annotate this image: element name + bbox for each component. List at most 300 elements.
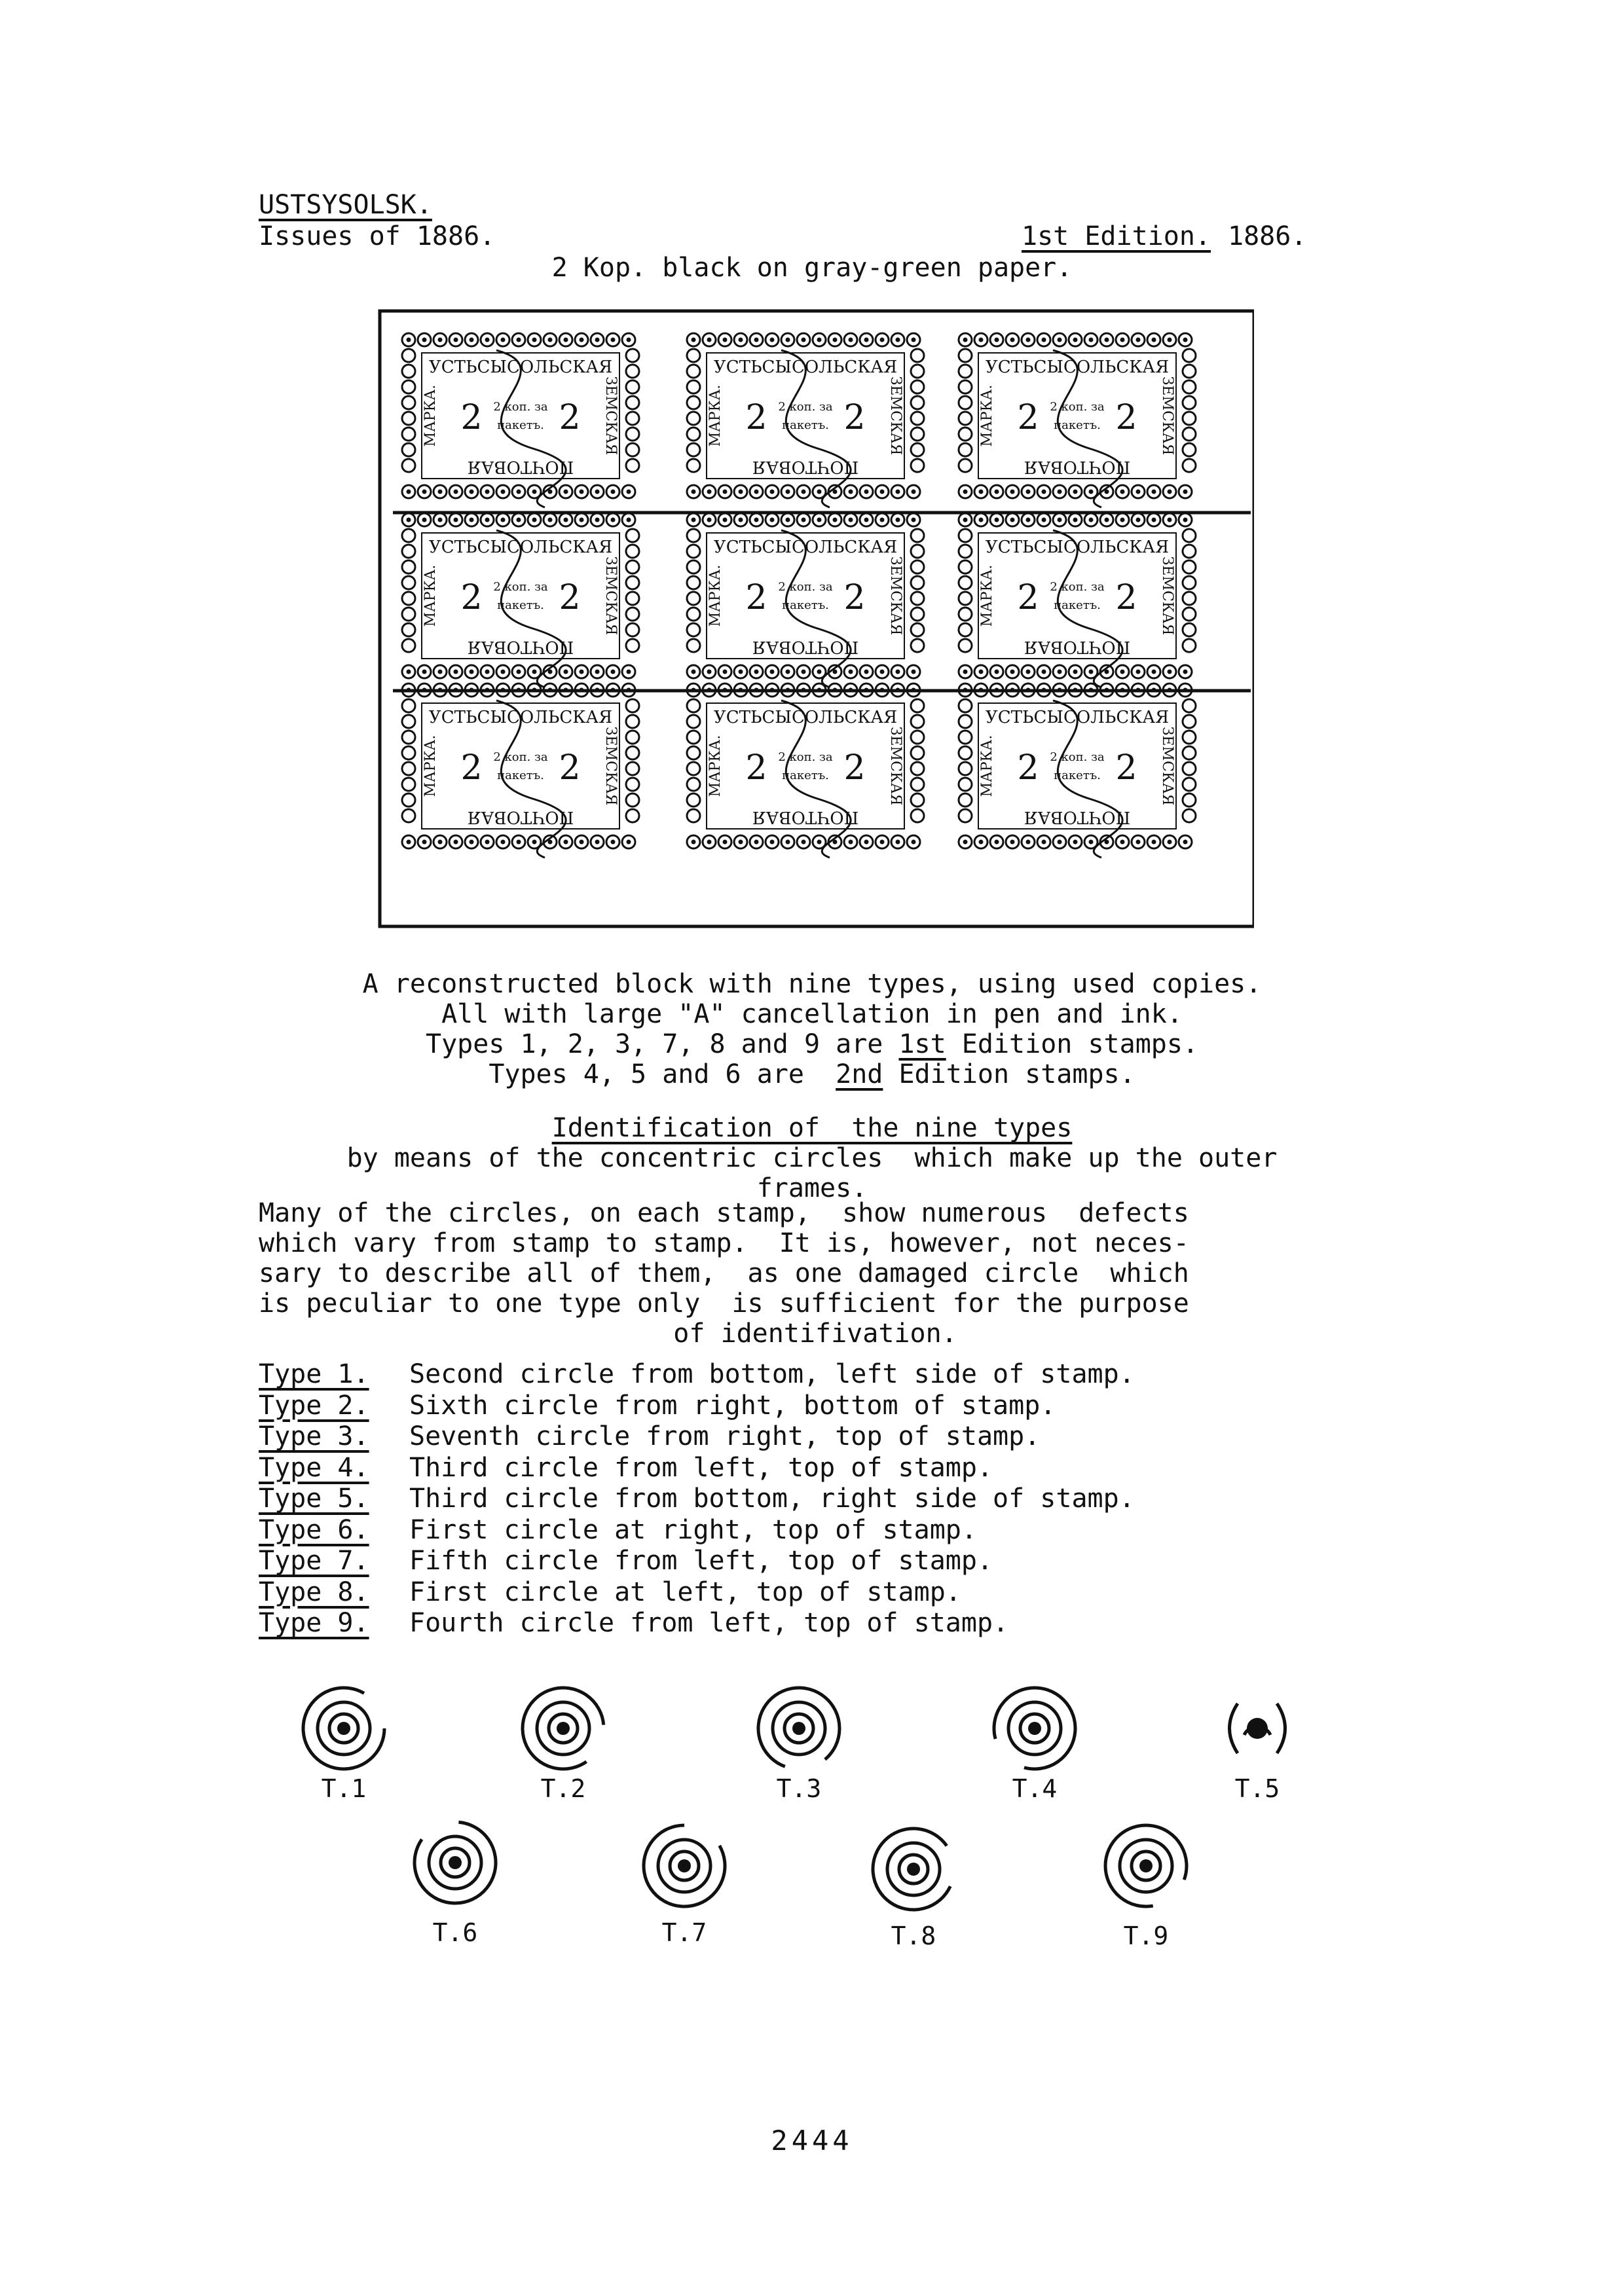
stamp-type-6 — [959, 513, 1196, 687]
circle-diagram-type-1 — [303, 1688, 384, 1803]
identification-section — [0, 1113, 1624, 1203]
frame-circle-dot — [739, 490, 743, 494]
frame-circle-dot — [1073, 490, 1078, 494]
type-label: Type 2. — [259, 1390, 369, 1421]
frame-circle-dot — [454, 490, 458, 494]
frame-circle — [626, 623, 639, 636]
frame-circle — [911, 396, 924, 409]
para-line-1: Many of the circles, on each stamp, show numerous defects — [259, 1198, 1189, 1228]
type-row — [259, 1453, 1135, 1484]
frame-circle-dot — [786, 670, 790, 674]
frame-circle-dot — [707, 490, 712, 494]
type-label: Type 3. — [259, 1421, 369, 1451]
frame-circle — [911, 608, 924, 621]
frame-circle-dot — [438, 688, 443, 693]
frame-circle — [687, 639, 700, 652]
frame-circle-dot — [627, 338, 631, 342]
frame-circle — [911, 592, 924, 605]
frame-circle — [959, 443, 972, 456]
circle-diagram-type-3 — [758, 1688, 840, 1803]
frame-circle — [959, 412, 972, 425]
frame-circle-dot — [422, 688, 427, 693]
center-dot — [449, 1856, 462, 1869]
frame-circle — [959, 349, 972, 362]
frame-circle-dot — [692, 490, 696, 494]
frame-circle-dot — [548, 688, 553, 693]
frame-circle — [402, 639, 415, 652]
frame-circle-dot — [1026, 670, 1031, 674]
frame-circle-dot — [1168, 518, 1172, 522]
type-row — [259, 1577, 1135, 1609]
frame-circle — [911, 731, 924, 744]
frame-circle — [626, 443, 639, 456]
para-line-2: which vary from stamp to stamp. It is, however, not neces- — [259, 1228, 1189, 1258]
frame-circle — [959, 809, 972, 822]
frame-circle-dot — [739, 840, 743, 845]
frame-circle-dot — [1058, 688, 1062, 693]
frame-circle — [626, 396, 639, 409]
frame-circle-dot — [1073, 338, 1078, 342]
stamp-value-right: 2 — [1115, 748, 1137, 788]
type-label: Type 6. — [259, 1514, 369, 1545]
frame-circle — [687, 576, 700, 589]
frame-circle — [1183, 608, 1196, 621]
stamp-center-line-2: пакетъ. — [1054, 418, 1101, 432]
stamp-left-text: МАРКА. — [422, 564, 439, 627]
type-row — [259, 1515, 1135, 1546]
frame-circle — [911, 529, 924, 542]
frame-circle-dot — [849, 688, 853, 693]
frame-circle-dot — [470, 840, 474, 845]
frame-circle-dot — [438, 490, 443, 494]
stamp-center-line-1: 2 коп. за — [1050, 400, 1105, 414]
frame-circle-dot — [1183, 840, 1188, 845]
center-dot — [907, 1863, 920, 1876]
frame-circle-dot — [1183, 688, 1188, 693]
frame-circle — [959, 545, 972, 558]
frame-circle — [911, 746, 924, 759]
frame-circle-dot — [1183, 518, 1188, 522]
center-dot — [678, 1859, 691, 1872]
frame-circle-dot — [912, 490, 916, 494]
frame-circle-dot — [1026, 840, 1031, 845]
frame-circle-dot — [1089, 490, 1094, 494]
frame-circle-dot — [517, 518, 521, 522]
frame-circle — [687, 809, 700, 822]
frame-circle-dot — [1168, 338, 1172, 342]
frame-circle-dot — [1120, 840, 1125, 845]
frame-circle-dot — [692, 518, 696, 522]
frame-circle-dot — [1152, 688, 1156, 693]
frame-circle-dot — [407, 840, 411, 845]
frame-circle — [687, 793, 700, 807]
frame-circle — [626, 715, 639, 728]
stamp-left-text: МАРКА. — [707, 384, 724, 447]
frame-circle — [626, 380, 639, 393]
frame-circle-dot — [979, 670, 984, 674]
frame-circle — [402, 576, 415, 589]
stamp-bottom-text: ПОЧТОВАЯ — [1024, 637, 1131, 657]
frame-circle — [959, 699, 972, 712]
frame-circle-dot — [1183, 670, 1188, 674]
stamp-value-left: 2 — [460, 748, 483, 788]
frame-circle — [626, 576, 639, 589]
frame-circle-dot — [896, 840, 900, 845]
frame-circle-dot — [770, 688, 775, 693]
frame-circle-dot — [532, 670, 537, 674]
stamp-top-text: УСТЬСЫСОЛЬСКАЯ — [428, 708, 613, 727]
stamp-value-left: 2 — [1017, 398, 1039, 437]
frame-circle — [1183, 623, 1196, 636]
frame-circle-dot — [422, 840, 427, 845]
frame-circle-dot — [611, 840, 616, 845]
circle-diagram-type-2 — [523, 1688, 604, 1803]
frame-circle-dot — [849, 338, 853, 342]
stamp-bottom-text: ПОЧТОВАЯ — [752, 457, 859, 477]
frame-circle-dot — [485, 670, 490, 674]
frame-circle-dot — [407, 518, 411, 522]
frame-circle-dot — [407, 338, 411, 342]
frame-circle — [911, 560, 924, 574]
stamp-value-right: 2 — [559, 748, 581, 788]
frame-circle-dot — [1073, 670, 1078, 674]
frame-circle-dot — [880, 670, 885, 674]
frame-circle — [959, 380, 972, 393]
frame-circle — [959, 778, 972, 791]
frame-circle-dot — [849, 840, 853, 845]
frame-circle-dot — [470, 518, 474, 522]
frame-circle-dot — [754, 490, 759, 494]
stamp-type-9 — [959, 683, 1196, 858]
stamp-bottom-text: ПОЧТОВАЯ — [752, 807, 859, 827]
frame-circle — [959, 428, 972, 441]
type-row — [259, 1608, 1135, 1639]
type-row — [259, 1546, 1135, 1577]
frame-circle-dot — [580, 670, 584, 674]
circle-label: T.4 — [1012, 1774, 1058, 1803]
frame-circle-dot — [1168, 670, 1172, 674]
frame-circle-dot — [627, 518, 631, 522]
frame-circle-dot — [979, 688, 984, 693]
frame-circle — [1183, 349, 1196, 362]
stamp-right-text: ЗЕМСКАЯ — [602, 376, 619, 456]
frame-circle-dot — [739, 688, 743, 693]
frame-circle — [1183, 809, 1196, 822]
types-list — [259, 1359, 1135, 1639]
frame-circle — [626, 349, 639, 362]
stamp-center-line-2: пакетъ. — [1054, 598, 1101, 612]
frame-circle — [626, 545, 639, 558]
frame-circle-dot — [1152, 518, 1156, 522]
frame-circle-dot — [995, 840, 999, 845]
frame-circle-dot — [454, 338, 458, 342]
frame-circle-dot — [1168, 840, 1172, 845]
frame-circle-dot — [995, 490, 999, 494]
frame-circle-dot — [849, 518, 853, 522]
frame-circle — [1183, 576, 1196, 589]
stamp-right-text: ЗЕМСКАЯ — [1159, 556, 1175, 636]
edition-year: 1886. — [1227, 221, 1307, 251]
frame-circle — [911, 443, 924, 456]
frame-circle — [911, 545, 924, 558]
frame-circle-dot — [422, 670, 427, 674]
type-description: Sixth circle from right, bottom of stamp. — [409, 1390, 1056, 1421]
frame-circle-dot — [485, 490, 490, 494]
frame-circle — [911, 459, 924, 472]
frame-circle — [687, 396, 700, 409]
place-heading: USTSYSOLSK. — [259, 190, 432, 220]
frame-circle — [402, 592, 415, 605]
frame-circle-dot — [739, 518, 743, 522]
frame-circle — [626, 365, 639, 378]
frame-circle — [959, 608, 972, 621]
frame-circle-dot — [470, 490, 474, 494]
frame-circle-dot — [1152, 490, 1156, 494]
frame-circle-dot — [786, 518, 790, 522]
frame-circle — [911, 349, 924, 362]
frame-circle — [687, 349, 700, 362]
frame-circle-dot — [1136, 840, 1141, 845]
stamp-top-text: УСТЬСЫСОЛЬСКАЯ — [428, 357, 613, 377]
stamp-right-text: ЗЕМСКАЯ — [602, 556, 619, 636]
frame-circle-dot — [692, 840, 696, 845]
frame-circle-dot — [532, 688, 537, 693]
frame-circle-dot — [564, 670, 568, 674]
stamp-left-text: МАРКА. — [422, 735, 439, 797]
stamp-center-line-2: пакетъ. — [497, 418, 544, 432]
frame-circle — [402, 608, 415, 621]
circle-diagram-type-4 — [994, 1688, 1075, 1803]
frame-circle-dot — [1105, 338, 1109, 342]
stamp-left-text: МАРКА. — [979, 384, 995, 447]
frame-circle-dot — [802, 490, 806, 494]
frame-circle-dot — [817, 688, 822, 693]
frame-circle-dot — [1183, 490, 1188, 494]
frame-circle-dot — [1089, 688, 1094, 693]
frame-circle-dot — [1089, 518, 1094, 522]
frame-circle-dot — [627, 688, 631, 693]
circle-diagrams — [259, 1676, 1385, 2043]
stamp-value-right: 2 — [843, 748, 866, 788]
frame-circle — [402, 545, 415, 558]
frame-circle-dot — [595, 518, 600, 522]
frame-circle-dot — [1042, 490, 1046, 494]
frame-circle-dot — [770, 518, 775, 522]
frame-circle-dot — [963, 518, 968, 522]
stamp-type-5 — [687, 513, 924, 687]
stamp-right-text: ЗЕМСКАЯ — [887, 376, 904, 456]
frame-circle-dot — [422, 518, 427, 522]
frame-circle — [959, 793, 972, 807]
stamp-left-text: МАРКА. — [707, 735, 724, 797]
frame-circle — [687, 412, 700, 425]
caption-line-1: A reconstructed block with nine types, using used copies. — [362, 969, 1262, 999]
frame-circle-dot — [1183, 338, 1188, 342]
frame-circle — [959, 459, 972, 472]
stamp-center-line-2: пакетъ. — [497, 598, 544, 612]
frame-circle — [1183, 560, 1196, 574]
type-description: First circle at left, top of stamp. — [409, 1576, 961, 1607]
frame-circle — [1183, 731, 1196, 744]
frame-circle-dot — [595, 490, 600, 494]
frame-circle-dot — [564, 688, 568, 693]
center-dot — [792, 1722, 805, 1735]
caption-line-3: Types 1, 2, 3, 7, 8 and 9 are 1st Edition stamps. — [425, 1029, 1199, 1059]
frame-circle — [911, 623, 924, 636]
subtitle: 2 Kop. black on gray-green paper. — [551, 253, 1073, 283]
frame-circle-dot — [1042, 338, 1046, 342]
stamp-center-line-2: пакетъ. — [1054, 769, 1101, 782]
stamp-type-8 — [687, 683, 924, 858]
frame-circle-dot — [1120, 688, 1125, 693]
stamp-type-1 — [402, 333, 639, 507]
frame-circle-dot — [611, 670, 616, 674]
frame-circle — [959, 715, 972, 728]
frame-circle-dot — [1073, 840, 1078, 845]
frame-circle-dot — [454, 518, 458, 522]
frame-circle-dot — [517, 840, 521, 845]
frame-circle-dot — [707, 518, 712, 522]
stamp-top-text: УСТЬСЫСОЛЬСКАЯ — [985, 357, 1170, 377]
frame-circle — [959, 639, 972, 652]
broken-ring-arc — [1230, 1704, 1238, 1753]
stamp-right-text: ЗЕМСКАЯ — [887, 726, 904, 806]
frame-circle-dot — [438, 518, 443, 522]
stamp-center-line-1: 2 коп. за — [493, 400, 548, 414]
frame-circle — [959, 529, 972, 542]
frame-circle — [402, 380, 415, 393]
frame-circle-dot — [532, 490, 537, 494]
frame-circle-dot — [627, 840, 631, 845]
frame-circle-dot — [407, 490, 411, 494]
frame-circle — [626, 778, 639, 791]
stamp-bottom-text: ПОЧТОВАЯ — [1024, 457, 1131, 477]
stamp-center-line-1: 2 коп. за — [778, 580, 833, 594]
frame-circle — [687, 623, 700, 636]
frame-circle — [911, 809, 924, 822]
frame-circle-dot — [548, 518, 553, 522]
frame-circle — [626, 809, 639, 822]
frame-circle — [959, 746, 972, 759]
frame-circle-dot — [1089, 338, 1094, 342]
frame-circle — [1183, 459, 1196, 472]
frame-circle-dot — [692, 688, 696, 693]
frame-circle — [687, 560, 700, 574]
frame-circle — [687, 762, 700, 775]
circle-label: T.1 — [321, 1774, 367, 1803]
frame-circle — [1183, 412, 1196, 425]
frame-circle-dot — [1073, 688, 1078, 693]
frame-circle-dot — [770, 840, 775, 845]
stamp-value-left: 2 — [745, 398, 767, 437]
frame-circle — [402, 809, 415, 822]
frame-circle — [687, 428, 700, 441]
center-dot — [1028, 1722, 1041, 1735]
frame-circle-dot — [438, 840, 443, 845]
frame-circle-dot — [627, 670, 631, 674]
frame-circle-dot — [517, 338, 521, 342]
frame-circle-dot — [485, 840, 490, 845]
frame-circle-dot — [833, 688, 838, 693]
frame-circle-dot — [1010, 688, 1015, 693]
frame-circle — [1183, 639, 1196, 652]
frame-circle-dot — [1042, 840, 1046, 845]
frame-circle — [626, 608, 639, 621]
center-dot — [557, 1722, 570, 1735]
type-description: Fourth circle from left, top of stamp. — [409, 1608, 1009, 1638]
frame-circle — [626, 746, 639, 759]
frame-circle-dot — [517, 490, 521, 494]
frame-circle — [626, 412, 639, 425]
type-description: Second circle from bottom, left side of stamp. — [409, 1359, 1135, 1389]
frame-circle-dot — [595, 688, 600, 693]
frame-circle-dot — [817, 840, 822, 845]
frame-circle — [1183, 380, 1196, 393]
frame-circle — [626, 793, 639, 807]
frame-circle-dot — [963, 840, 968, 845]
frame-circle-dot — [1042, 688, 1046, 693]
frame-circle-dot — [912, 688, 916, 693]
stamp-left-text: МАРКА. — [422, 384, 439, 447]
frame-circle-dot — [817, 490, 822, 494]
frame-circle-dot — [501, 840, 506, 845]
page-number: 2444 — [771, 2124, 853, 2157]
frame-circle-dot — [485, 518, 490, 522]
frame-circle-dot — [754, 518, 759, 522]
frame-circle-dot — [1136, 688, 1141, 693]
frame-circle-dot — [979, 490, 984, 494]
frame-circle-dot — [580, 518, 584, 522]
frame-circle — [1183, 396, 1196, 409]
frame-circle-dot — [802, 338, 806, 342]
frame-circle-dot — [611, 518, 616, 522]
stamp-center-line-2: пакетъ. — [782, 769, 829, 782]
frame-circle — [402, 459, 415, 472]
caption-line-2: All with large "A" cancellation in pen and ink. — [441, 999, 1183, 1029]
frame-circle — [1183, 592, 1196, 605]
frame-circle — [402, 699, 415, 712]
type-label: Type 1. — [259, 1359, 369, 1389]
frame-circle-dot — [896, 670, 900, 674]
frame-circle-dot — [611, 338, 616, 342]
frame-circle-dot — [1152, 338, 1156, 342]
frame-circle — [911, 715, 924, 728]
stamp-center-line-2: пакетъ. — [782, 598, 829, 612]
frame-circle-dot — [995, 518, 999, 522]
frame-circle-dot — [438, 670, 443, 674]
circle-label: T.6 — [432, 1918, 478, 1947]
frame-circle-dot — [802, 840, 806, 845]
frame-circle-dot — [1136, 338, 1141, 342]
frame-circle — [626, 762, 639, 775]
circle-label: T.2 — [540, 1774, 586, 1803]
frame-circle — [626, 731, 639, 744]
frame-circle-dot — [1010, 518, 1015, 522]
frame-circle — [402, 778, 415, 791]
frame-circle-dot — [1026, 490, 1031, 494]
frame-circle-dot — [532, 338, 537, 342]
explanatory-paragraph — [259, 1198, 1372, 1349]
circle-diagram-type-8 — [873, 1829, 950, 1950]
type-label: Type 7. — [259, 1546, 369, 1576]
caption — [0, 969, 1624, 1089]
frame-circle-dot — [995, 338, 999, 342]
stamp-center-line-1: 2 коп. за — [778, 400, 833, 414]
frame-circle — [402, 731, 415, 744]
circle-diagram-type-6 — [415, 1822, 496, 1947]
frame-circle — [626, 639, 639, 652]
frame-circle-dot — [849, 490, 853, 494]
